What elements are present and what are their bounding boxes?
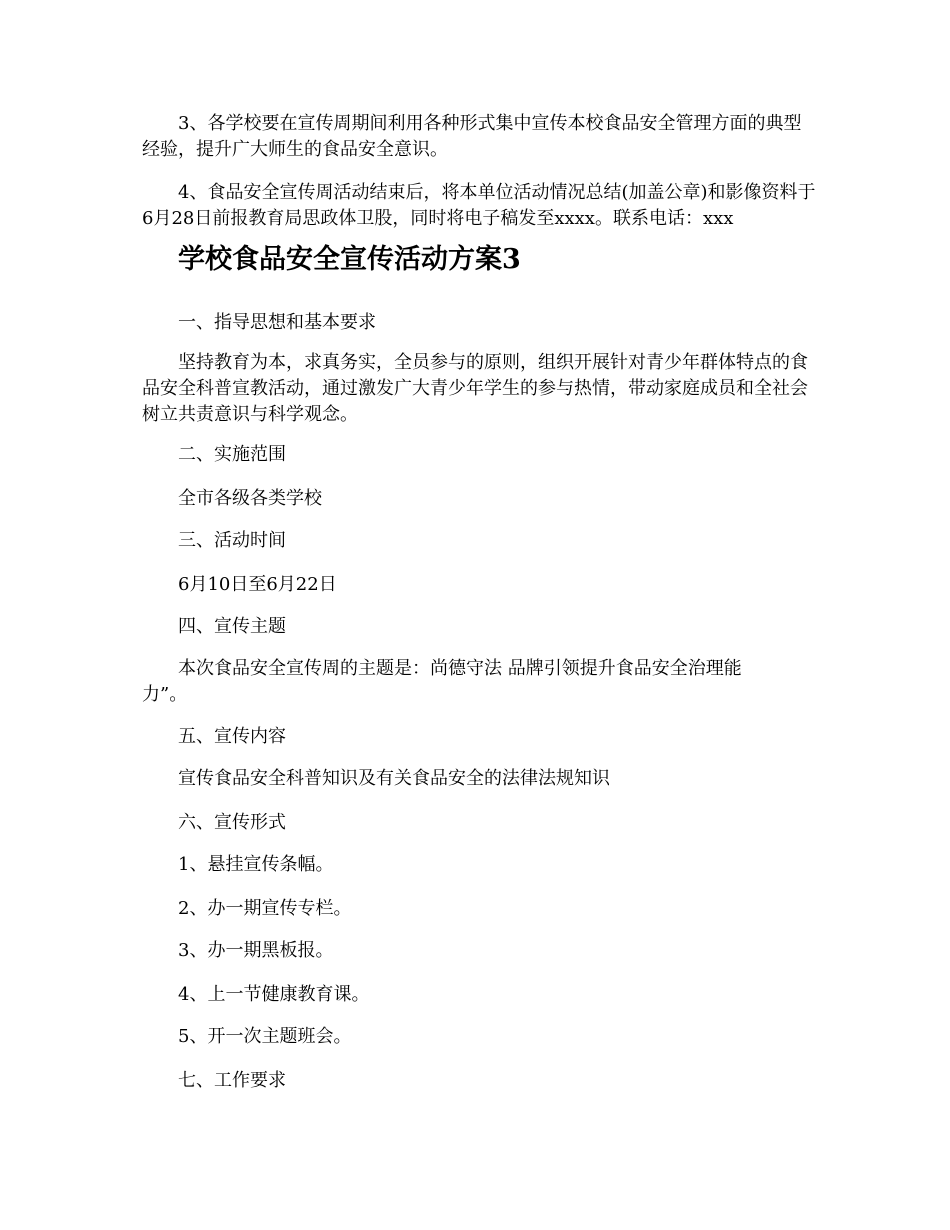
heading-forms: 六、宣传形式 (178, 812, 286, 833)
paragraph-scope: 全市各级各类学校 (178, 488, 322, 509)
section-title: 学校食品安全宣传活动方案3 (178, 244, 521, 275)
list-item: 2、办一期宣传专栏。 (178, 898, 352, 919)
heading-scope: 二、实施范围 (178, 444, 286, 465)
heading-content: 五、宣传内容 (178, 726, 286, 747)
list-item: 3、办一期黑板报。 (178, 940, 334, 961)
list-item: 5、开一次主题班会。 (178, 1026, 352, 1047)
list-item: 1、悬挂宣传条幅。 (178, 854, 334, 875)
heading-activity-time: 三、活动时间 (178, 530, 286, 551)
heading-requirements: 七、工作要求 (178, 1070, 286, 1091)
paragraph-item-4: 4、食品安全宣传周活动结束后，将本单位活动情况总结(加盖公章)和影像资料于6月28日前报教育局思政体卫股，同时将电子稿发至xxxx。联系电话：xxx (142, 182, 816, 229)
heading-guiding-ideas: 一、指导思想和基本要求 (178, 312, 376, 333)
list-item: 4、上一节健康教育课。 (178, 984, 370, 1005)
heading-theme: 四、宣传主题 (178, 616, 286, 637)
paragraph-activity-time: 6月10日至6月22日 (178, 574, 337, 595)
paragraph-item-3: 3、各学校要在宣传周期间利用各种形式集中宣传本校食品安全管理方面的典型经验，提升广大师生的食品安全意识。 (142, 113, 802, 160)
paragraph-content: 宣传食品安全科普知识及有关食品安全的法律法规知识 (178, 768, 610, 789)
paragraph-theme: 本次食品安全宣传周的主题是：尚德守法 品牌引领提升食品安全治理能力”。 (142, 658, 742, 705)
paragraph-guiding-ideas: 坚持教育为本，求真务实，全员参与的原则，组织开展针对青少年群体特点的食品安全科普宣教活动，通过激发广大青少年学生的参与热情，带动家庭成员和全社会树立共责意识与科学观念。 (142, 352, 808, 425)
